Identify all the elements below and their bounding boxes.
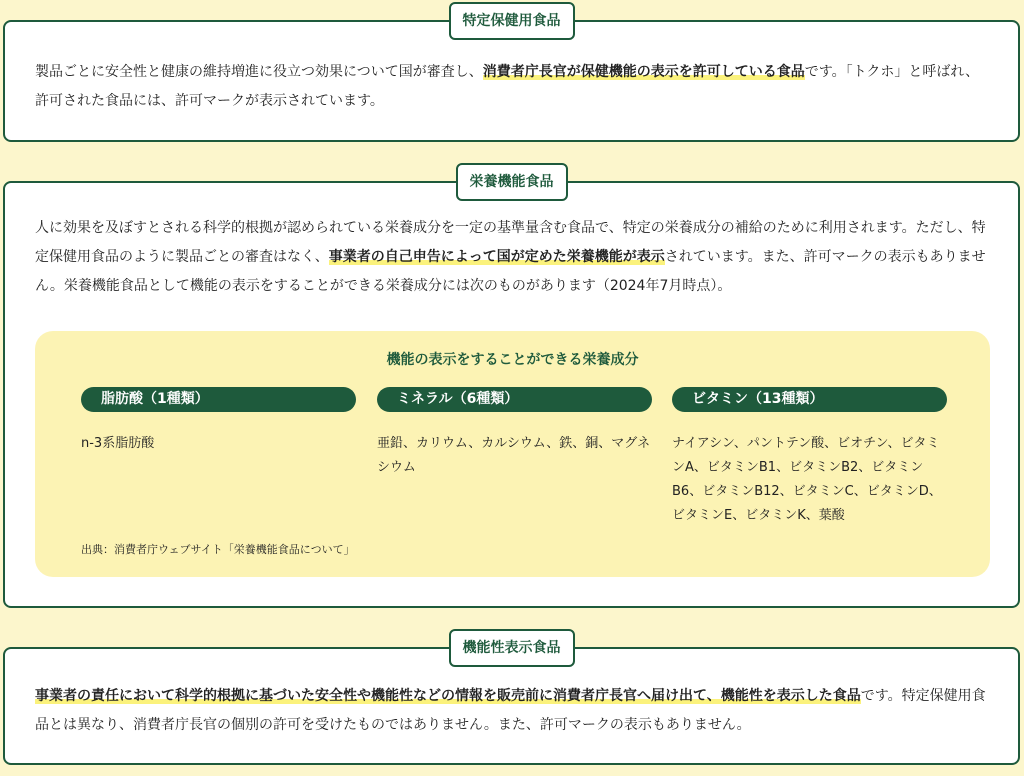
functional-text-after: です。特定保健用食品とは異なり、消費者庁長官の個別の許可を受けたものではありません。また、許可マークの表示もありません。 bbox=[35, 688, 986, 733]
tokuho-highlight: 消費者庁長官が保健機能の表示を許可している食品 bbox=[482, 64, 805, 80]
tokuho-title: 特定保健用食品 bbox=[449, 2, 575, 40]
functional-highlight: 事業者の責任において科学的根拠に基づいた安全性や機能性などの情報を販売前に消費者庁長官へ届け出て、機能性を表示した食品 bbox=[35, 688, 861, 704]
functional-label-card bbox=[3, 640, 1020, 765]
functional-label-title: 機能性表示食品 bbox=[449, 629, 575, 667]
nutrient-box-title: 機能の表示をすることができる栄養成分 bbox=[386, 352, 639, 368]
nutrient-function-title: 栄養機能食品 bbox=[456, 163, 568, 201]
nutrient-highlight: 事業者の自己申告によって国が定めた栄養機能が表示 bbox=[328, 249, 665, 265]
tokuho-card bbox=[3, 13, 1020, 142]
tokuho-text-after: です。「トクホ」と呼ばれ、許可された食品には、許可マークが表示されています。 bbox=[35, 64, 980, 109]
fatty-acid-column bbox=[81, 387, 356, 456]
nutrient-function-card bbox=[3, 174, 1020, 608]
mineral-list: 亜鉛、カリウム、カルシウム、鉄、銅、マグネシウム bbox=[377, 436, 651, 475]
nutrient-text-before: 人に効果を及ぼすとされる科学的根拠が認められている栄養成分を一定の基準量含む食品で、特定の栄養成分の補給のために利用されます。ただし、特定保健用食品のように製品ごとの審査はなく、 bbox=[35, 220, 986, 265]
functional-label-description bbox=[35, 682, 988, 740]
fatty-acid-list: n-3系脂肪酸 bbox=[81, 436, 155, 451]
source-citation: 出典：消費者庁ウェブサイト「栄養機能食品について」 bbox=[81, 543, 355, 556]
vitamin-column bbox=[672, 387, 947, 528]
nutrient-function-description bbox=[35, 214, 988, 301]
vitamin-heading: ビタミン（13種類） bbox=[672, 387, 947, 412]
fatty-acid-heading: 脂肪酸（1種類） bbox=[81, 387, 356, 412]
mineral-heading: ミネラル（6種類） bbox=[377, 387, 652, 412]
nutrient-list-box bbox=[35, 331, 990, 577]
vitamin-list: ナイアシン、パントテン酸、ビオチン、ビタミンA、ビタミンB1、ビタミンB2、ビタミンB6、ビタミンB12、ビタミンC、ビタミンD、ビタミンE、ビタミンK、葉酸 bbox=[672, 436, 942, 523]
tokuho-text-before: 製品ごとに安全性と健康の維持増進に役立つ効果について国が審査し、 bbox=[35, 64, 483, 80]
tokuho-description bbox=[35, 58, 988, 116]
nutrient-text-after: されています。また、許可マークの表示もありません。栄養機能食品として機能の表示をすることができる栄養成分には次のものがあります（2024年7月時点）。 bbox=[35, 249, 986, 294]
mineral-column bbox=[377, 387, 652, 480]
